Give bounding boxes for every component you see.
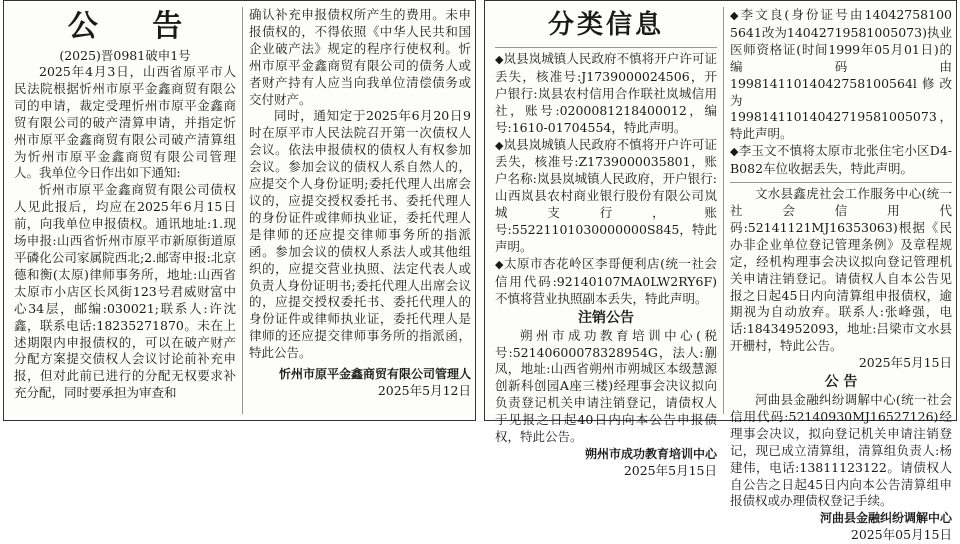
announcement-title: 公 告 [824,374,858,391]
announcement-date: 2025年05月15日 [850,527,952,543]
notice-paragraph: 2025年4月3日，山西省原平市人民法院根据忻州市原平金鑫商贸有限公司的申请，裁定受理忻州市原平金鑫商贸有限公司的破产清算申请，并指定忻州市原平金鑫商贸有限公司破产清算组为忻州市原平金鑫商贸有限公司管理人。我单位今日作出如下通知: [14,64,236,181]
notice-date: 2025年5月15日 [858,355,952,371]
divider [730,182,952,183]
divider [495,47,717,48]
notice-column-1 [14,7,236,402]
diamond-icon: ◆ [495,257,504,271]
notice-body: 文水县鑫虎社会工作服务中心(统一社会信用代码:52141121MJ16353063)根据《民办非企业单位登记管理条例》及章程规定，经机构理事会决议拟向登记管理机关申请注销登记。请债权人自本公告见报之日起45日内向清算组申报债权，逾期视为自动放弃。联系人:张峰强，电话:18434952093，地址:吕梁市文水县开栅村，特此公告。 [730,186,952,354]
classified-item [730,143,952,178]
diamond-icon: ◆ [730,145,739,159]
public-notice-panel [3,0,476,421]
cancellation-signature: 朔州市成功教育培训中心 [584,446,717,461]
classified-item-text: 岚县岚城镇人民政府不慎将开户许可证丢失，核准号:J1739000024506，开户银行:岚县农村信用合作联社岚城信用社，账号:0200081218400012，编号:1610-01704554，特此声明。 [495,51,717,135]
classified-title: 分类信息 [547,10,664,40]
classified-item [495,137,717,256]
notice-date: 2025年5月12日 [377,382,471,398]
classified-item [495,256,717,308]
case-number: (2025)晋0981破申1号 [59,48,191,63]
notice-paragraph: 确认补充申报债权所产生的费用。未申报债权的，不得依照《中华人民共和国企业破产法》规定的程序行使权利。忻州市原平金鑫商贸有限公司的债务人或者财产持有人应当向我单位清偿债务或交付财产。 [249,7,471,107]
classified-item [730,7,952,143]
announcement-body: 河曲县金融纠纷调解中心(统一社会信用代码:52140930MJ16527126)经理事会决议，拟向登记机关申请注销登记，现已成立清算组，清算组负责人:杨建伟，电话:13811123122。请债权人自公告之日起45日内向本公告清算组申报债权或办理债权登记手续。 [730,392,952,509]
cancellation-body: 朔州市成功教育培训中心(税号:52140600078328954G，法人:蒯凤，地址:山西省朔州市朔城区本级慧源创新科创园A座三楼)经理事会决议拟向负责登记机关申请注销登记，请债权人于见报之日起40日内向本公告申报债权，特此公告。 [495,327,717,445]
classified-item-text: 太原市杏花岭区李哥便利店(统一社会信用代码:92140107MA0LW2RY6F)不慎将营业执照副本丢失，特此声明。 [495,255,717,306]
notice-paragraph: 同时，通知定于2025年6月20日9时在原平市人民法院召开第一次债权人会议。依法申报债权的债权人有权参加会议。参加会议的债权人系自然人的，应提交个人身份证明;委托代理人出席会议的，应提交授权委托书、委托代理人的身份证件或律师执业证，委托代理人是律师的还应提交律师事务所的指派函。参加会议的债权人系法人或其他组织的，应提交营业执照、法定代表人或负责人身份证明书;委托代理人出席会议的，应提交授权委托书、委托代理人的身份证件或律师执业证，委托代理人是律师的还应提交律师事务所的指派函，特此公告。 [249,108,471,361]
announcement-signature: 河曲县金融纠纷调解中心 [819,511,952,526]
notice-column-2 [249,7,471,400]
classified-item [495,51,717,137]
notice-paragraph: 忻州市原平金鑫商贸有限公司债权人见此报后，均应在2025年6月15日前，向我单位申报债权。通讯地址:1.现场申报:山西省忻州市原平市新原街道原平磷化公司家属院西北;2.邮寄申报:北京德和衡(太原)律师事务所，地址:山西省太原市小店区长风街123号君威财富中心34层，邮编:030021;联系人:许沈鑫，联系电话:18235271870。未在上述期限内申报债权的，可以在破产财产分配方案提交债权人会议讨论前补充申报，但对此前已进行的分配无权要求补充分配，同时要承担为审查和 [14,182,236,401]
classified-info-panel [484,0,957,543]
column-divider [242,7,243,414]
classified-item-text: 岚县岚城镇人民政府不慎将开户许可证丢失，核准号:Z1739000035801，账户名称:岚县岚城镇人民政府，开户银行:山西岚县农村商业银行股份有限公司岚城支行，账号:55221101030000000S845，特此声明。 [495,136,717,254]
classified-item-text: 李文良(身份证号由14042758100 5641改为14042719581005073)执业医师资格证(时间1999年05月01日)的编码由19981411014042758100564l修改为19981411014042719581005073，特此声明。 [730,7,952,142]
classified-item-text: 李玉文不慎将太原市北张住宅小区D4-B082车位收据丢失，特此声明。 [730,143,952,177]
notice-title: 公 告 [67,9,205,44]
notice-signature: 忻州市原平金鑫商贸有限公司管理人 [278,367,471,382]
diamond-icon: ◆ [495,138,504,152]
classified-column-1 [495,7,717,480]
diamond-icon: ◆ [730,9,741,22]
cancellation-title: 注销公告 [578,309,634,326]
diamond-icon: ◆ [495,53,504,66]
column-divider [723,7,724,414]
classified-column-2 [730,7,952,544]
cancellation-date: 2025年5月15日 [623,462,717,478]
